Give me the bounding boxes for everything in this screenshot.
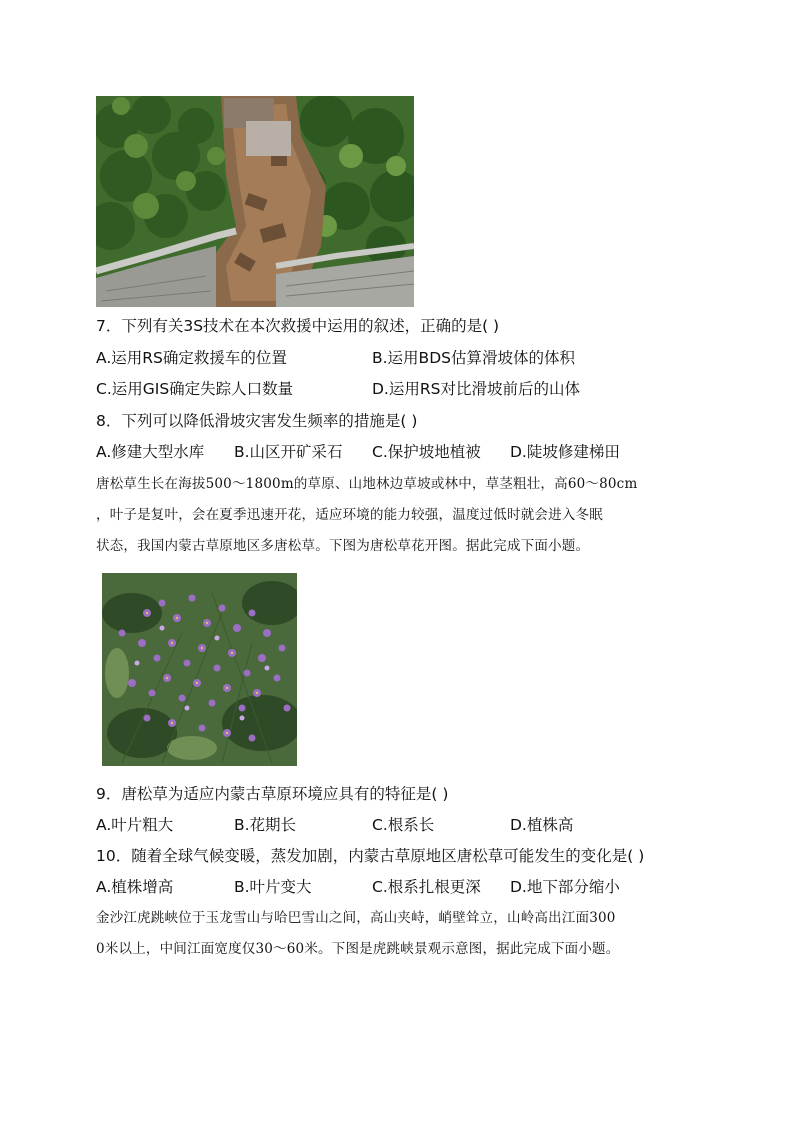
question-8-option-d: D.陡坡修建梯田 <box>510 443 620 461</box>
question-10-option-a: A.植株增高 <box>96 878 174 896</box>
question-7-option-d: D.运用RS对比滑坡前后的山体 <box>372 380 580 398</box>
passage-2-line-2: 0米以上，中间江面宽度仅30～60米。下图是虎跳峡景观示意图，据此完成下面小题。 <box>96 941 620 957</box>
question-9-option-a: A.叶片粗大 <box>96 816 174 834</box>
passage-1-line-1: 唐松草生长在海拔500～1800m的草原、山地林边草坡或林中，草茎粗壮，高60～80cm <box>96 476 638 492</box>
question-8-option-a: A.修建大型水库 <box>96 443 205 461</box>
question-10-option-c: C.根系扎根更深 <box>372 878 481 896</box>
question-8-option-c: C.保护坡地植被 <box>372 443 481 461</box>
question-9-option-b: B.花期长 <box>234 816 297 834</box>
question-9-option-c: C.根系长 <box>372 816 435 834</box>
question-10-option-d: D.地下部分缩小 <box>510 878 620 896</box>
passage-1-line-2: ，叶子是复叶，会在夏季迅速开花，适应环境的能力较强，温度过低时就会进入冬眠 <box>96 507 603 523</box>
question-7-option-c: C.运用GIS确定失踪人口数量 <box>96 380 294 398</box>
passage-1-line-3: 状态，我国内蒙古草原地区多唐松草。下图为唐松草花开图。据此完成下面小题。 <box>96 538 590 554</box>
question-7-stem: 7．下列有关3S技术在本次救援中运用的叙述，正确的是( ) <box>96 317 500 335</box>
thalictrum-flower-photo <box>102 573 297 766</box>
question-9-option-d: D.植株高 <box>510 816 574 834</box>
question-8-option-b: B.山区开矿采石 <box>234 443 343 461</box>
question-7-option-b: B.运用BDS估算滑坡体的体积 <box>372 349 575 367</box>
question-10-option-b: B.叶片变大 <box>234 878 312 896</box>
landslide-photo <box>96 96 414 307</box>
question-7-option-a: A.运用RS确定救援车的位置 <box>96 349 287 367</box>
question-9-stem: 9．唐松草为适应内蒙古草原环境应具有的特征是( ) <box>96 785 449 803</box>
question-10-stem: 10．随着全球气候变暖，蒸发加剧，内蒙古草原地区唐松草可能发生的变化是( ) <box>96 847 645 865</box>
question-8-stem: 8．下列可以降低滑坡灾害发生频率的措施是( ) <box>96 412 418 430</box>
passage-2-line-1: 金沙江虎跳峡位于玉龙雪山与哈巴雪山之间，高山夹峙，峭壁耸立，山岭高出江面300 <box>96 910 616 926</box>
